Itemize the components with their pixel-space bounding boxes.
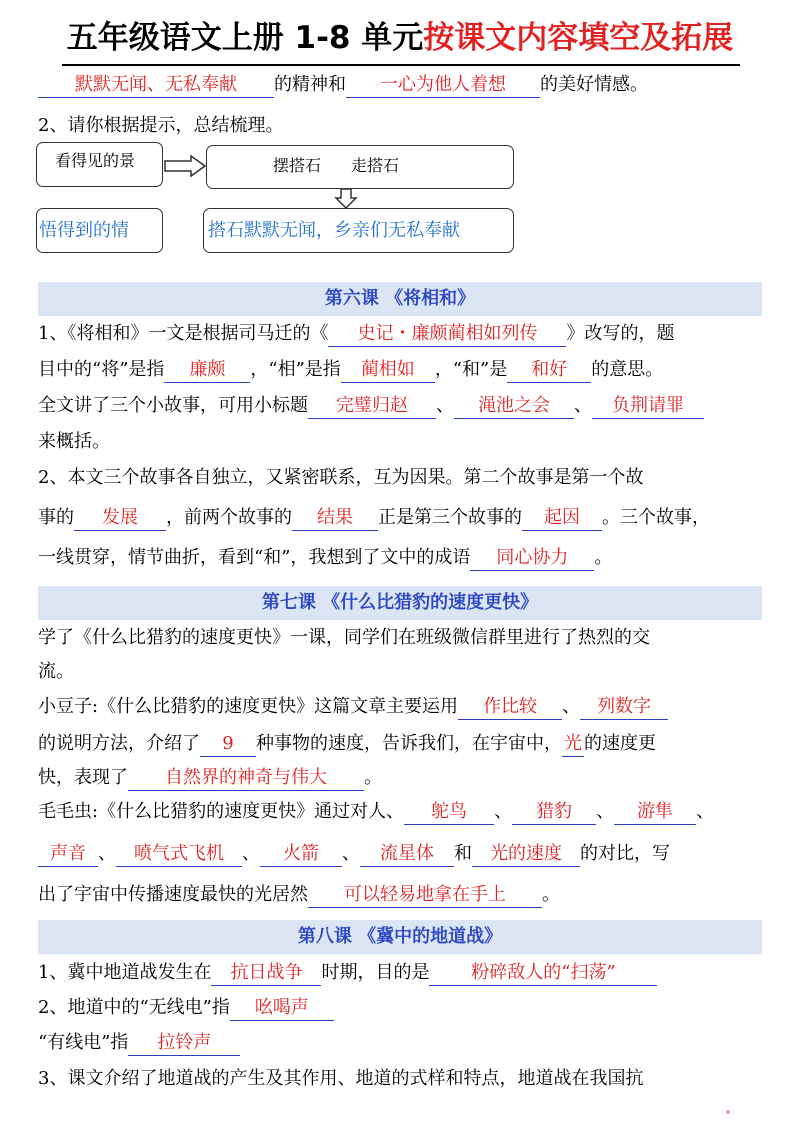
title-underline — [62, 64, 740, 66]
page-title — [0, 18, 800, 58]
answer-blank: 拉铃声 — [128, 1031, 240, 1056]
text: 流。 — [38, 661, 74, 682]
text: 全文讲了三个小故事，可用小标题 — [38, 395, 308, 416]
text: 、 — [98, 843, 116, 864]
feeling-answer: 搭石默默无闻，乡亲们无私奉献 — [208, 220, 460, 241]
l6-line-6 — [38, 505, 768, 531]
answer-blank: 9 — [200, 732, 256, 757]
text: 、 — [596, 801, 615, 822]
title-red: 按课文内容填空及拓展 — [423, 20, 734, 56]
arrow-right-icon — [163, 154, 207, 178]
l7-line-8 — [38, 882, 768, 908]
l8-line-1 — [38, 960, 768, 986]
text: 、 — [562, 696, 581, 717]
text: 出了宇宙中传播速度最快的光居然 — [38, 884, 308, 905]
text: 一线贯穿，情节曲折，看到“和”，我想到了文中的成语 — [38, 547, 471, 568]
answer-blank: 粉碎敌人的“扫荡” — [429, 961, 657, 986]
answer-blank: 发展 — [74, 506, 166, 531]
text: 的速度更 — [584, 733, 656, 754]
text: 种事物的速度，告诉我们，在宇宙中， — [256, 733, 562, 754]
text: 小豆子:《什么比猎豹的速度更快》这篇文章主要运用 — [38, 696, 459, 717]
text: 的说明方法，介绍了 — [38, 733, 200, 754]
arrow-down-icon — [333, 188, 359, 210]
answer-blank: 完璧归赵 — [308, 394, 436, 419]
lesson-7-heading: 第七课 《什么比猎豹的速度更快》 — [38, 586, 762, 620]
watermark-dot — [726, 1110, 730, 1114]
answer-blank: 和好 — [507, 358, 591, 383]
text: ，“相”是指 — [250, 359, 341, 380]
l6-line-4 — [38, 429, 768, 455]
text: 。 — [594, 547, 613, 568]
text: 的对比，写 — [580, 843, 670, 864]
l7-line-4 — [38, 731, 768, 757]
answer-blank: 渑池之会 — [454, 394, 574, 419]
lesson-8-heading: 第八课 《冀中的地道战》 — [38, 920, 762, 954]
answer-blank: 猎豹 — [512, 800, 596, 825]
text: 的美好情感。 — [540, 74, 648, 95]
answer-blank: 抗日战争 — [211, 961, 321, 986]
answer-blank: 光 — [562, 732, 584, 757]
scene-box — [206, 145, 514, 189]
answer-blank: 火箭 — [260, 842, 342, 867]
answer-blank: 蔺相如 — [341, 358, 435, 383]
answer-blank: 默默无闻、无私奉献 — [38, 73, 274, 98]
answer-blank: 廉颇 — [164, 358, 250, 383]
answer-blank: 鸵鸟 — [404, 800, 494, 825]
text: 1、冀中地道战发生在 — [38, 962, 212, 983]
l6-line-2 — [38, 357, 768, 383]
text: 、 — [494, 801, 513, 822]
feeling-answer-box — [203, 208, 514, 253]
text: 、 — [342, 843, 360, 864]
text: 的意思。 — [591, 359, 664, 380]
text: 》改写的，题 — [566, 323, 675, 344]
l8-line-2 — [38, 995, 768, 1021]
l7-line-7 — [38, 841, 768, 867]
text: 时期，目的是 — [321, 962, 430, 983]
answer-blank: 游隼 — [614, 800, 696, 825]
title-black: 五年级语文上册 1-8 单元 — [66, 20, 424, 56]
answer-blank: 负荆请罪 — [592, 394, 704, 419]
l7-line-6 — [38, 799, 768, 825]
text: 。 — [542, 884, 560, 905]
text: 2、本文三个故事各自独立，又紧密联系，互为因果。第二个故事是第一个故 — [38, 467, 644, 488]
answer-blank: 吆喝声 — [230, 996, 334, 1021]
text: ，“和”是 — [434, 359, 508, 380]
l8-line-3 — [38, 1030, 768, 1056]
text: 1、《将相和》一文是根据司马迁的《 — [38, 323, 329, 344]
feeling-label: 悟得到的情 — [39, 220, 129, 241]
l8-line-4 — [38, 1066, 768, 1092]
text: 3、课文介绍了地道战的产生及其作用、地道的式样和特点，地道战在我国抗 — [38, 1068, 644, 1089]
text: 毛毛虫:《什么比猎豹的速度更快》通过对人、 — [38, 801, 405, 822]
answer-blank: 同心协力 — [470, 546, 594, 571]
seen-scene-box — [36, 142, 163, 187]
answer-blank: 光的速度 — [472, 842, 580, 867]
feeling-box — [36, 208, 163, 253]
scene-1: 摆搭石 — [273, 156, 322, 175]
line-top-2 — [38, 113, 768, 139]
text: 和 — [454, 843, 472, 864]
answer-blank: 起因 — [522, 506, 602, 531]
text: 的精神和 — [274, 74, 346, 95]
l6-line-7 — [38, 545, 768, 571]
text: 。三个故事， — [602, 507, 710, 528]
text: 来概括。 — [38, 431, 110, 452]
text: 事的 — [38, 507, 74, 528]
answer-blank: 自然界的神奇与伟大 — [128, 766, 364, 791]
text: 目中的“将”是指 — [38, 359, 165, 380]
question-text: 2、请你根据提示，总结梳理。 — [38, 115, 284, 136]
l6-line-1 — [38, 321, 768, 347]
answer-blank: 一心为他人着想 — [346, 73, 540, 98]
seen-scene-label: 看得见的景 — [55, 151, 136, 170]
text: 2、地道中的“无线电”指 — [38, 997, 230, 1018]
text: 、 — [242, 843, 260, 864]
l6-line-3 — [38, 393, 768, 419]
line-top-1 — [38, 72, 768, 98]
text: 正是第三个故事的 — [378, 507, 522, 528]
text: 。 — [364, 767, 382, 788]
text: ，前两个故事的 — [166, 507, 292, 528]
answer-blank: 史记・廉颇蔺相如列传 — [328, 322, 566, 347]
answer-blank: 喷气式飞机 — [116, 842, 242, 867]
l7-line-3 — [38, 694, 768, 720]
answer-blank: 列数字 — [580, 695, 668, 720]
scene-2: 走搭石 — [351, 156, 400, 175]
l6-line-5 — [38, 465, 768, 491]
l7-line-5 — [38, 765, 768, 791]
answer-blank: 结果 — [292, 506, 378, 531]
text: “有线电”指 — [38, 1032, 129, 1053]
answer-blank: 作比较 — [458, 695, 562, 720]
l7-line-2 — [38, 659, 768, 685]
text: 、 — [436, 395, 454, 416]
text: 快，表现了 — [38, 767, 128, 788]
answer-blank: 流星体 — [360, 842, 454, 867]
text: 、 — [574, 395, 592, 416]
text: 学了《什么比猎豹的速度更快》一课，同学们在班级微信群里进行了热烈的交 — [38, 627, 650, 648]
text: 、 — [696, 801, 715, 822]
answer-blank: 可以轻易地拿在手上 — [308, 883, 542, 908]
answer-blank: 声音 — [38, 842, 98, 867]
l7-line-1 — [38, 625, 768, 651]
lesson-6-heading: 第六课 《将相和》 — [38, 282, 762, 316]
